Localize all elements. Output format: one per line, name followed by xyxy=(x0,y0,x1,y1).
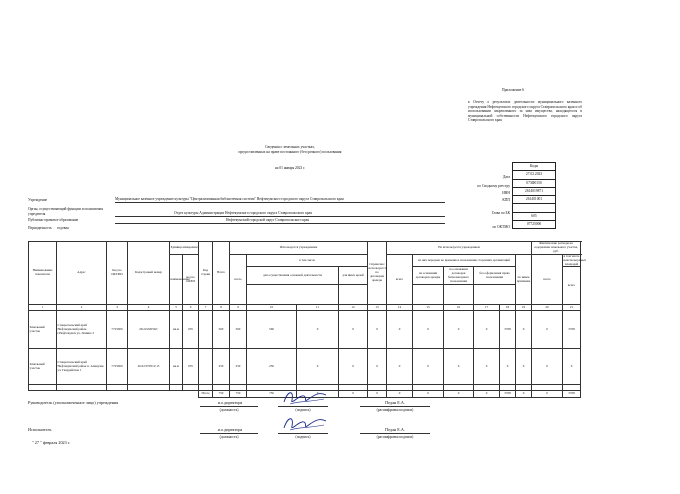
th-used-other: для иных целей xyxy=(339,267,368,285)
page-title: Сведения о земельных участках, xyxy=(265,145,315,149)
column-numbers-row: 1 2 3 4 5 6 7 8 9 10 11 12 13 14 15 16 17 18 19 20 21 xyxy=(29,305,581,311)
institution-value: Муниципальное казенное учреждение культуры "Централизованная библиотечная система" Нефтекумского городского округа Ставропольского края xyxy=(115,197,344,201)
total-label: Итого xyxy=(199,391,213,398)
inn-label: ИНН xyxy=(502,191,510,195)
table-row: Земельный участок Ставропольский край Нефтекумский район г.Нефтекумск ул. Ленина 3 7725000 26:22:020502: кв.м 055 560 560 560 0 0 0 0 0 0 0 5768 0 0 5768 xyxy=(29,311,581,349)
th-address: Адрес xyxy=(57,242,107,305)
th-oktmo: Код по ОКТМО xyxy=(107,242,128,305)
period-label: Периодичность xyxy=(28,226,52,230)
executor-label: Исполнитель xyxy=(28,427,52,432)
organ-label: Орган, осуществляющий функции и полномочия учредителя xyxy=(28,207,103,216)
th-unit-code: код по ОКЕИ xyxy=(183,254,199,305)
th-free: на основании договоров безвозмездного пользования xyxy=(444,267,474,285)
th-exp-incl: в том числе неиспользуемых площадей xyxy=(563,253,586,266)
th-other-reasons: по иным причинам xyxy=(516,254,532,305)
bk-value: 605 xyxy=(513,212,556,220)
signature-date: " 27 " февраля 2023 г. xyxy=(32,440,71,445)
okpo-label: по Сводному реестру xyxy=(477,184,510,188)
th-name: Наименование показателя xyxy=(29,242,57,305)
executor-sign-caption: (подпись) xyxy=(295,435,311,439)
th-used-all: всего xyxy=(230,254,247,305)
th-cadastr: Кадастровый номер xyxy=(128,242,170,305)
land-plots-table xyxy=(28,241,586,398)
inn-value: 2614019871 xyxy=(513,187,556,195)
th-used-incl: в том числе xyxy=(247,254,368,267)
th-expenses: Фактические расходы на содержание земельного участка, руб. xyxy=(532,242,581,255)
executor-name-caption: (расшифровка подписи) xyxy=(376,435,414,439)
executor-name: Педан Е.А. xyxy=(385,427,405,432)
oktmo-value: 07725000 xyxy=(513,221,556,229)
institution-label: Учреждение xyxy=(28,198,48,202)
th-unit-name: наименование xyxy=(170,254,183,305)
th-total: Всего xyxy=(213,242,230,305)
codes-table xyxy=(512,162,556,229)
date-value: 27.02.2023 xyxy=(513,171,556,179)
okpo-value: 073Ф0150 xyxy=(513,179,556,187)
th-exp-all2: всего xyxy=(563,267,581,305)
table-row: Земельный участок Ставропольский край Нефтекумский район п. Ачикулак ул. Гвардейская 1 7725000 26:22:070512:15 кв.м 055 250 250 250 0 0 0 0 0 0 0 0 0 0 0 xyxy=(29,349,581,385)
head-position: и.о.директора xyxy=(217,400,243,405)
head-sign-caption: (подпись) xyxy=(295,408,311,412)
th-noright: без оформления права пользования xyxy=(474,267,516,285)
executor-signature xyxy=(280,412,330,434)
date-label: Дата xyxy=(502,175,510,179)
report-reference: к Отчету о результатах деятельности муниципального казенного учреждения Нефтекумского городского округа Ставропольского края и об использовании закрепленного за ним имущества, находящегося в муниципальной собственности Нефтекумского городского округа Ставропольского края xyxy=(468,100,582,123)
codes-header: Коды xyxy=(513,163,556,171)
executor-position: и.о.директора xyxy=(217,427,243,432)
page-subtitle: предоставленных на праве постоянного (бессрочного) пользования xyxy=(238,150,342,154)
organ-value: Отдел культуры Администрации Нефтекумского городского округа Ставропольского края xyxy=(174,211,312,215)
th-code: Код строки xyxy=(199,242,213,305)
th-unit: Единица измерения xyxy=(170,242,199,255)
head-name-caption: (расшифровка подписи) xyxy=(376,408,414,412)
th-used-main: для осуществления основной деятельности xyxy=(247,267,339,285)
th-exp-all: всего xyxy=(532,254,563,305)
head-name: Педан Е.А. xyxy=(385,400,405,405)
totals-row: Итого 750 750 750 0 0 0 0 0 0 0 5768 0 0 5768 xyxy=(29,391,581,398)
report-date-line: на 01 января 2023 г. xyxy=(274,166,306,170)
appendix-label: Приложение 6 xyxy=(502,88,524,92)
th-ref: Справочно: используется по договорам аренды xyxy=(368,242,387,305)
oktmo-label: по ОКТМО xyxy=(492,225,510,229)
kpp-value: 261401001 xyxy=(513,196,556,204)
ppo-label: Публично-правовое образование xyxy=(28,218,79,222)
head-label: Руководитель (уполномоченное лицо) учреждения xyxy=(28,400,119,405)
th-notused: Не используется учреждением xyxy=(387,242,532,255)
th-rent: на основании договоров аренды xyxy=(413,267,444,285)
th-transferred: из них передано во временное пользование сторонних организаций xyxy=(413,254,516,267)
executor-position-caption: (должность) xyxy=(219,435,239,439)
period-value: годовая xyxy=(57,226,69,230)
th-used: Используется учреждением xyxy=(230,242,368,255)
kpp-label: КПП xyxy=(502,198,510,202)
head-position-caption: (должность) xyxy=(219,408,239,412)
head-signature xyxy=(280,386,330,408)
th-notused-all: всего xyxy=(387,254,413,305)
bk-label: Глава по БК xyxy=(491,211,510,215)
ppo-value: Нефтекумский городской округ Ставропольского края xyxy=(226,218,310,222)
